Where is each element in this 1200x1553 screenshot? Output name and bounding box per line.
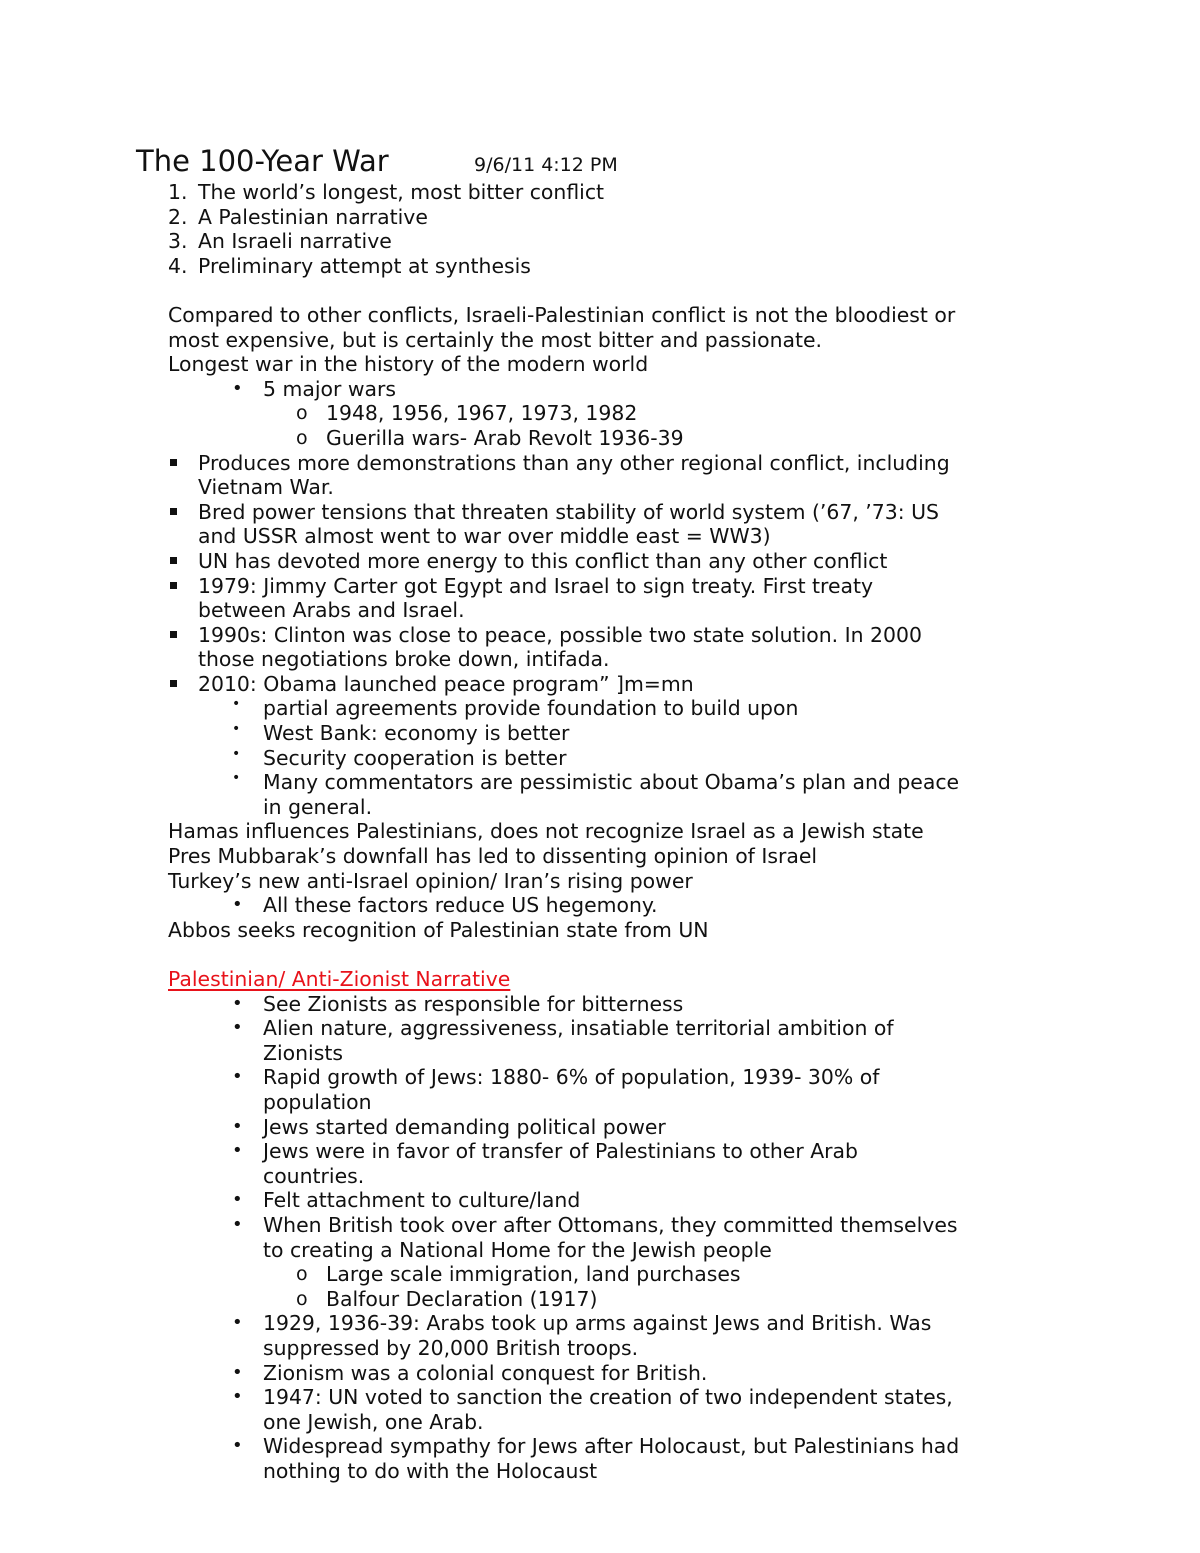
line-text: Rapid growth of Jews: 1880- 6% of population, 1939- 30% of <box>263 1065 880 1090</box>
note-line <box>0 377 1200 402</box>
square-bullet-icon <box>170 557 177 564</box>
bullet-icon: • <box>232 1017 243 1039</box>
line-text: Felt attachment to culture/land <box>263 1188 581 1213</box>
line-text: Jews started demanding political power <box>263 1114 666 1139</box>
square-bullet-icon <box>170 582 177 589</box>
small-bullet-icon: • <box>232 770 241 787</box>
line-text: Bred power tensions that threaten stability of world system (’67, ’73: US <box>198 499 939 524</box>
line-text: 1990s: Clinton was close to peace, possible two state solution. In 2000 <box>198 622 922 647</box>
line-text: All these factors reduce US hegemony. <box>263 893 658 918</box>
bullet-icon: • <box>232 377 243 399</box>
line-text: Jews were in favor of transfer of Palestinians to other Arab <box>263 1139 858 1164</box>
line-text: 1947: UN voted to sanction the creation of two independent states, <box>263 1385 953 1410</box>
note-line <box>0 205 1200 230</box>
line-text: and USSR almost went to war over middle east = WW3) <box>198 524 771 549</box>
line-text: Longest war in the history of the modern world <box>168 352 649 377</box>
note-line <box>0 549 1200 574</box>
note-line <box>0 1090 1200 1115</box>
line-text: those negotiations broke down, intifada. <box>198 647 610 672</box>
section-heading <box>0 967 1200 992</box>
line-text: 5 major wars <box>263 376 396 401</box>
circle-bullet-icon: o <box>296 1263 308 1286</box>
line-text: Alien nature, aggressiveness, insatiable territorial ambition of <box>263 1016 894 1041</box>
note-line <box>0 426 1200 451</box>
note-line <box>0 451 1200 476</box>
line-text: Produces more demonstrations than any other regional conflict, including <box>198 450 950 475</box>
line-text: Vietnam War. <box>198 475 334 500</box>
note-line <box>0 524 1200 549</box>
bullet-icon: • <box>232 1140 243 1162</box>
bullet-icon: • <box>232 1361 243 1383</box>
line-text: A Palestinian narrative <box>198 204 428 229</box>
note-line <box>0 869 1200 894</box>
note-line <box>0 1336 1200 1361</box>
line-text: Zionism was a colonial conquest for British. <box>263 1360 708 1385</box>
small-bullet-icon: • <box>232 721 241 738</box>
bullet-icon: • <box>232 1115 243 1137</box>
list-number: 2. <box>168 204 188 229</box>
page-title: The 100-Year War <box>136 144 389 178</box>
line-text: See Zionists as responsible for bitterness <box>263 991 684 1016</box>
note-line <box>0 770 1200 795</box>
note-line <box>0 229 1200 254</box>
note-line <box>0 1188 1200 1213</box>
line-text: suppressed by 20,000 British troops. <box>263 1335 639 1360</box>
line-text: nothing to do with the Holocaust <box>263 1458 598 1483</box>
line-text: Turkey’s new anti-Israel opinion/ Iran’s rising power <box>168 868 693 893</box>
line-text: Guerilla wars- Arab Revolt 1936-39 <box>326 425 684 450</box>
small-bullet-icon: • <box>232 745 241 762</box>
line-text: Security cooperation is better <box>263 745 567 770</box>
note-line <box>0 623 1200 648</box>
note-line <box>0 401 1200 426</box>
note-line <box>0 475 1200 500</box>
line-text: An Israeli narrative <box>198 229 392 254</box>
line-text: most expensive, but is certainly the most bitter and passionate. <box>168 327 823 352</box>
note-line <box>0 1213 1200 1238</box>
note-line <box>0 647 1200 672</box>
list-number: 1. <box>168 180 188 204</box>
line-text: Pres Mubbarak’s downfall has led to dissenting opinion of Israel <box>168 844 818 869</box>
line-text: to creating a National Home for the Jewish people <box>263 1237 772 1262</box>
note-line <box>0 1287 1200 1312</box>
bullet-icon: • <box>232 1386 243 1408</box>
line-text: partial agreements provide foundation to build upon <box>263 696 799 721</box>
line-text: one Jewish, one Arab. <box>263 1409 484 1434</box>
note-line <box>0 1065 1200 1090</box>
note-line <box>0 1139 1200 1164</box>
note-line <box>0 352 1200 377</box>
note-line <box>0 1311 1200 1336</box>
line-text: 2010: Obama launched peace program” ]m=mn <box>198 671 694 696</box>
note-line <box>0 254 1200 279</box>
note-line <box>0 992 1200 1017</box>
line-text: UN has devoted more energy to this conflict than any other conflict <box>198 548 888 573</box>
line-text: 1929, 1936-39: Arabs took up arms against Jews and British. Was <box>263 1311 932 1336</box>
note-line <box>0 1459 1200 1484</box>
line-text: 1948, 1956, 1967, 1973, 1982 <box>326 401 638 426</box>
line-text: When British took over after Ottomans, they committed themselves <box>263 1212 958 1237</box>
note-line <box>0 1041 1200 1066</box>
note-line <box>0 1385 1200 1410</box>
note-line <box>0 598 1200 623</box>
square-bullet-icon <box>170 631 177 638</box>
bullet-icon: • <box>232 1435 243 1457</box>
note-line <box>0 1410 1200 1435</box>
square-bullet-icon <box>170 459 177 466</box>
note-line <box>0 303 1200 328</box>
line-text: Hamas influences Palestinians, does not recognize Israel as a Jewish state <box>168 819 924 844</box>
bullet-icon: • <box>232 894 243 916</box>
note-line <box>0 328 1200 353</box>
circle-bullet-icon: o <box>296 402 308 425</box>
bullet-icon: • <box>232 992 243 1014</box>
line-text: 1979: Jimmy Carter got Egypt and Israel to sign treaty. First treaty <box>198 573 874 598</box>
note-line <box>0 1262 1200 1287</box>
note-line <box>0 1016 1200 1041</box>
small-bullet-icon: • <box>232 696 241 713</box>
line-text: Many commentators are pessimistic about Obama’s plan and peace <box>263 770 960 795</box>
line-text: Abbos seeks recognition of Palestinian state from UN <box>168 917 709 942</box>
note-line <box>0 1164 1200 1189</box>
line-text: countries. <box>263 1163 365 1188</box>
circle-bullet-icon: o <box>296 426 308 449</box>
square-bullet-icon <box>170 680 177 687</box>
note-line <box>0 180 1200 205</box>
note-line <box>0 795 1200 820</box>
list-number: 4. <box>168 253 188 278</box>
circle-bullet-icon: o <box>296 1287 308 1310</box>
note-line <box>0 672 1200 697</box>
square-bullet-icon <box>170 508 177 515</box>
line-text: population <box>263 1089 372 1114</box>
section-heading-text: Palestinian/ Anti-Zionist Narrative <box>168 967 511 991</box>
timestamp: 9/6/11 4:12 PM <box>474 154 618 176</box>
line-text: West Bank: economy is better <box>263 721 570 746</box>
line-text: Zionists <box>263 1040 343 1065</box>
bullet-icon: • <box>232 1066 243 1088</box>
blank-line <box>0 278 1200 303</box>
note-line <box>0 500 1200 525</box>
note-line <box>0 819 1200 844</box>
note-line <box>0 844 1200 869</box>
bullet-icon: • <box>232 1213 243 1235</box>
line-text: between Arabs and Israel. <box>198 598 465 623</box>
note-line <box>0 1115 1200 1140</box>
note-line <box>0 1238 1200 1263</box>
bullet-icon: • <box>232 1189 243 1211</box>
line-text: Balfour Declaration (1917) <box>326 1286 598 1311</box>
note-line <box>0 893 1200 918</box>
note-line <box>0 1361 1200 1386</box>
line-text: Large scale immigration, land purchases <box>326 1262 741 1287</box>
line-text: Widespread sympathy for Jews after Holocaust, but Palestinians had <box>263 1434 960 1459</box>
note-line <box>0 1434 1200 1459</box>
line-text: Preliminary attempt at synthesis <box>198 253 531 278</box>
notes-body <box>0 180 1200 1483</box>
line-text: The world’s longest, most bitter conflict <box>198 180 605 204</box>
note-line <box>0 918 1200 943</box>
list-number: 3. <box>168 229 188 254</box>
bullet-icon: • <box>232 1312 243 1334</box>
blank-line <box>0 942 1200 967</box>
line-text: Compared to other conflicts, Israeli-Palestinian conflict is not the bloodiest or <box>168 302 956 327</box>
note-line <box>0 574 1200 599</box>
note-line <box>0 721 1200 746</box>
note-line <box>0 746 1200 771</box>
note-line <box>0 696 1200 721</box>
line-text: in general. <box>263 794 373 819</box>
